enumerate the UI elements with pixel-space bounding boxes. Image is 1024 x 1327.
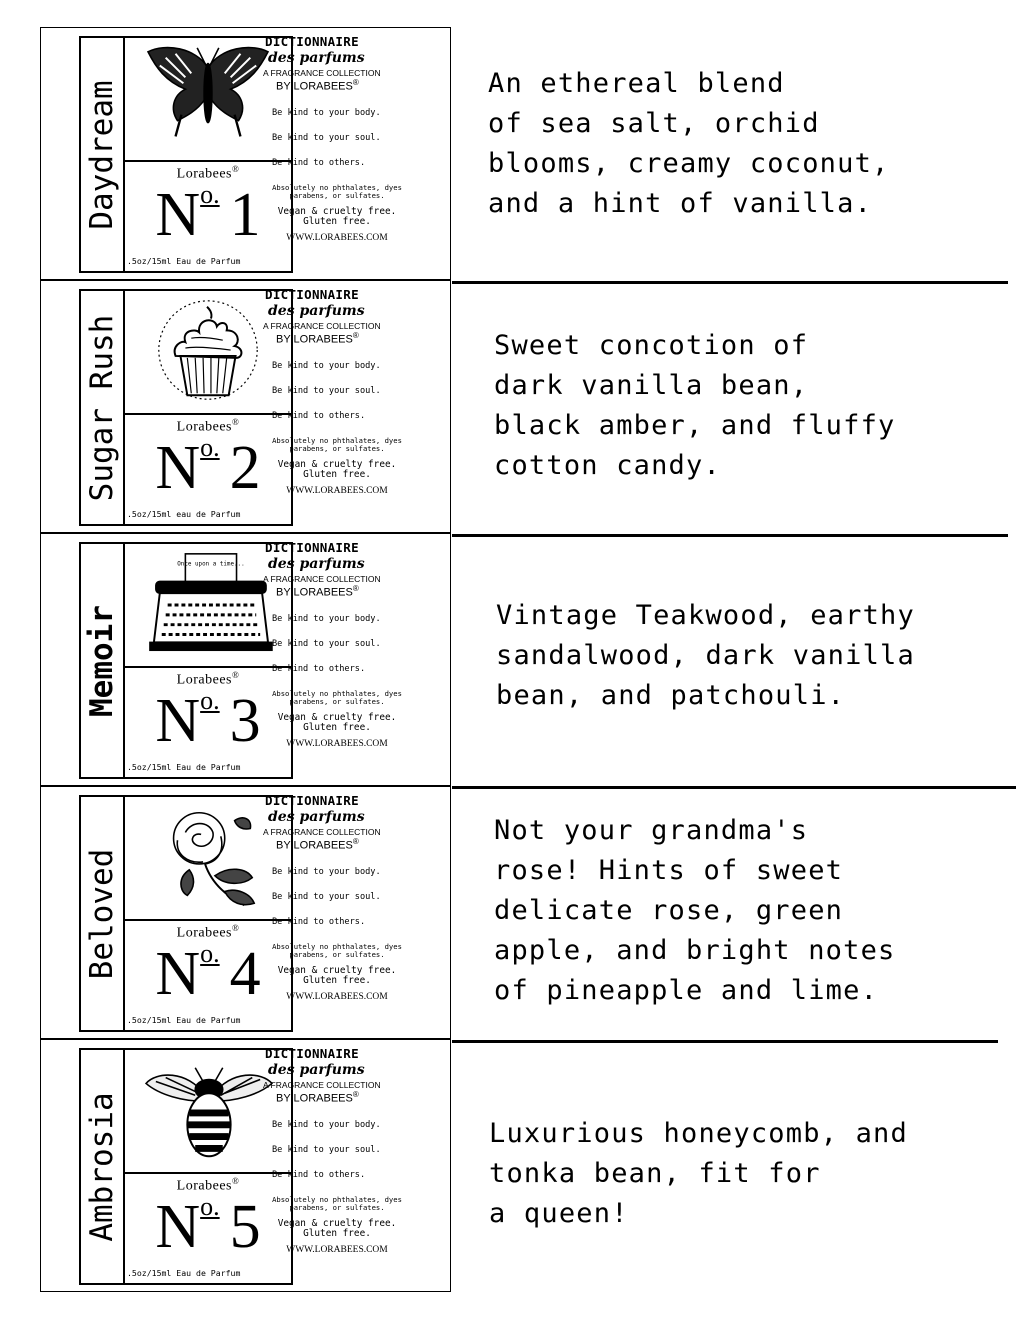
kind-body: Be kind to your body. bbox=[272, 1119, 381, 1130]
brand-name: Lorabees® bbox=[176, 670, 240, 688]
collection-text: A FRAGRANCE COLLECTION bbox=[263, 1080, 381, 1090]
brand-name: Lorabees® bbox=[176, 1176, 240, 1194]
des-parfums-title: des parfums bbox=[268, 1062, 365, 1078]
by-lorabees: BY LORABEES® bbox=[276, 331, 359, 346]
kind-body: Be kind to your body. bbox=[272, 360, 381, 371]
vegan-note: Vegan & cruelty free. Gluten free. bbox=[277, 965, 397, 987]
divider-line bbox=[452, 786, 1016, 789]
kind-soul: Be kind to your soul. bbox=[272, 1144, 381, 1155]
fragrance-number: N o. 5 bbox=[155, 1192, 261, 1261]
fragrance-name-column bbox=[81, 291, 125, 524]
dictionnaire-title: DICTIONNAIRE bbox=[265, 287, 359, 302]
vegan-note: Vegan & cruelty free. Gluten free. bbox=[277, 206, 397, 228]
by-lorabees: BY LORABEES® bbox=[276, 837, 359, 852]
label-row-2 bbox=[41, 281, 450, 534]
kind-soul: Be kind to your soul. bbox=[272, 132, 381, 143]
des-parfums-title: des parfums bbox=[268, 556, 365, 572]
vegan-note: Vegan & cruelty free. Gluten free. bbox=[277, 1218, 397, 1240]
label-row-3 bbox=[41, 534, 450, 787]
description-beloved: Not your grandma's rose! Hints of sweet delicate rose, green apple, and bright notes of pineapple and lime. bbox=[494, 815, 896, 1006]
volume-text: .5oz/15ml Eau de Parfum bbox=[127, 762, 241, 772]
fragrance-name: Memoir bbox=[84, 604, 120, 717]
brand-name: Lorabees® bbox=[176, 164, 240, 182]
des-parfums-title: des parfums bbox=[268, 50, 365, 66]
perfume-label bbox=[79, 542, 293, 779]
perfume-label bbox=[79, 289, 293, 526]
kind-body: Be kind to your body. bbox=[272, 866, 381, 877]
kind-body: Be kind to your body. bbox=[272, 613, 381, 624]
label-info bbox=[263, 1046, 445, 1255]
ingredients-note: Absolutely no phthalates, dyes parabens, or sulfates. bbox=[272, 688, 402, 706]
dictionnaire-title: DICTIONNAIRE bbox=[265, 793, 359, 808]
ingredients-note: Absolutely no phthalates, dyes parabens, or sulfates. bbox=[272, 435, 402, 453]
fragrance-name: Beloved bbox=[84, 848, 120, 979]
divider-line bbox=[452, 1040, 998, 1043]
ingredients-note: Absolutely no phthalates, dyes parabens, or sulfates. bbox=[272, 941, 402, 959]
by-lorabees: BY LORABEES® bbox=[276, 584, 359, 599]
description-sugar-rush: Sweet concotion of dark vanilla bean, black amber, and fluffy cotton candy. bbox=[494, 330, 896, 481]
fragrance-name-column bbox=[81, 1050, 125, 1283]
divider-line bbox=[452, 534, 1008, 537]
volume-text: .5oz/15ml Eau de Parfum bbox=[127, 256, 241, 266]
volume-text: .5oz/15ml Eau de Parfum bbox=[127, 1015, 241, 1025]
website: WWW.LORABEES.COM bbox=[286, 485, 388, 496]
kind-soul: Be kind to your soul. bbox=[272, 385, 381, 396]
website: WWW.LORABEES.COM bbox=[286, 738, 388, 749]
label-row-4 bbox=[41, 787, 450, 1040]
fragrance-name-column bbox=[81, 797, 125, 1030]
by-lorabees: BY LORABEES® bbox=[276, 1090, 359, 1105]
fragrance-name-column bbox=[81, 38, 125, 271]
kind-others: Be kind to others. bbox=[272, 157, 366, 168]
vegan-note: Vegan & cruelty free. Gluten free. bbox=[277, 459, 397, 481]
by-lorabees: BY LORABEES® bbox=[276, 78, 359, 93]
fragrance-name-column bbox=[81, 544, 125, 777]
ingredients-note: Absolutely no phthalates, dyes parabens, or sulfates. bbox=[272, 1194, 402, 1212]
kind-others: Be kind to others. bbox=[272, 410, 366, 421]
dictionnaire-title: DICTIONNAIRE bbox=[265, 1046, 359, 1061]
divider-line bbox=[452, 281, 1008, 284]
fragrance-number: N o. 3 bbox=[155, 686, 261, 755]
label-info bbox=[263, 34, 445, 243]
label-row-5 bbox=[41, 1040, 450, 1293]
volume-text: .5oz/15ml Eau de Parfum bbox=[127, 1268, 241, 1278]
website: WWW.LORABEES.COM bbox=[286, 1244, 388, 1255]
fragrance-name: Sugar Rush bbox=[84, 314, 120, 501]
kind-soul: Be kind to your soul. bbox=[272, 891, 381, 902]
fragrance-number: N o. 1 bbox=[155, 180, 261, 249]
brand-name: Lorabees® bbox=[176, 417, 240, 435]
des-parfums-title: des parfums bbox=[268, 303, 365, 319]
fragrance-number: N o. 2 bbox=[155, 433, 261, 502]
perfume-label bbox=[79, 1048, 293, 1285]
kind-others: Be kind to others. bbox=[272, 1169, 366, 1180]
fragrance-name: Ambrosia bbox=[84, 1091, 120, 1242]
collection-text: A FRAGRANCE COLLECTION bbox=[263, 574, 381, 584]
description-daydream: An ethereal blend of sea salt, orchid blooms, creamy coconut, and a hint of vanilla. bbox=[488, 68, 890, 219]
dictionnaire-title: DICTIONNAIRE bbox=[265, 540, 359, 555]
kind-body: Be kind to your body. bbox=[272, 107, 381, 118]
typewriter-paper-text: Once upon a time... bbox=[177, 561, 245, 568]
perfume-label bbox=[79, 795, 293, 1032]
website: WWW.LORABEES.COM bbox=[286, 232, 388, 243]
collection-text: A FRAGRANCE COLLECTION bbox=[263, 827, 381, 837]
label-info bbox=[263, 287, 445, 496]
collection-text: A FRAGRANCE COLLECTION bbox=[263, 321, 381, 331]
vegan-note: Vegan & cruelty free. Gluten free. bbox=[277, 712, 397, 734]
fragrance-number: N o. 4 bbox=[155, 939, 261, 1008]
collection-text: A FRAGRANCE COLLECTION bbox=[263, 68, 381, 78]
description-ambrosia: Luxurious honeycomb, and tonka bean, fit for a queen! bbox=[489, 1118, 908, 1229]
kind-others: Be kind to others. bbox=[272, 663, 366, 674]
kind-others: Be kind to others. bbox=[272, 916, 366, 927]
label-info bbox=[263, 793, 445, 1002]
dictionnaire-title: DICTIONNAIRE bbox=[265, 34, 359, 49]
label-sheet bbox=[40, 27, 451, 1292]
description-memoir: Vintage Teakwood, earthy sandalwood, dark vanilla bean, and patchouli. bbox=[496, 600, 915, 711]
volume-text: .5oz/15ml eau de Parfum bbox=[127, 509, 241, 519]
perfume-label bbox=[79, 36, 293, 273]
ingredients-note: Absolutely no phthalates, dyes parabens, or sulfates. bbox=[272, 182, 402, 200]
label-info bbox=[263, 540, 445, 749]
kind-soul: Be kind to your soul. bbox=[272, 638, 381, 649]
brand-name: Lorabees® bbox=[176, 923, 240, 941]
label-row-1 bbox=[41, 28, 450, 281]
fragrance-name: Daydream bbox=[84, 79, 120, 230]
des-parfums-title: des parfums bbox=[268, 809, 365, 825]
website: WWW.LORABEES.COM bbox=[286, 991, 388, 1002]
